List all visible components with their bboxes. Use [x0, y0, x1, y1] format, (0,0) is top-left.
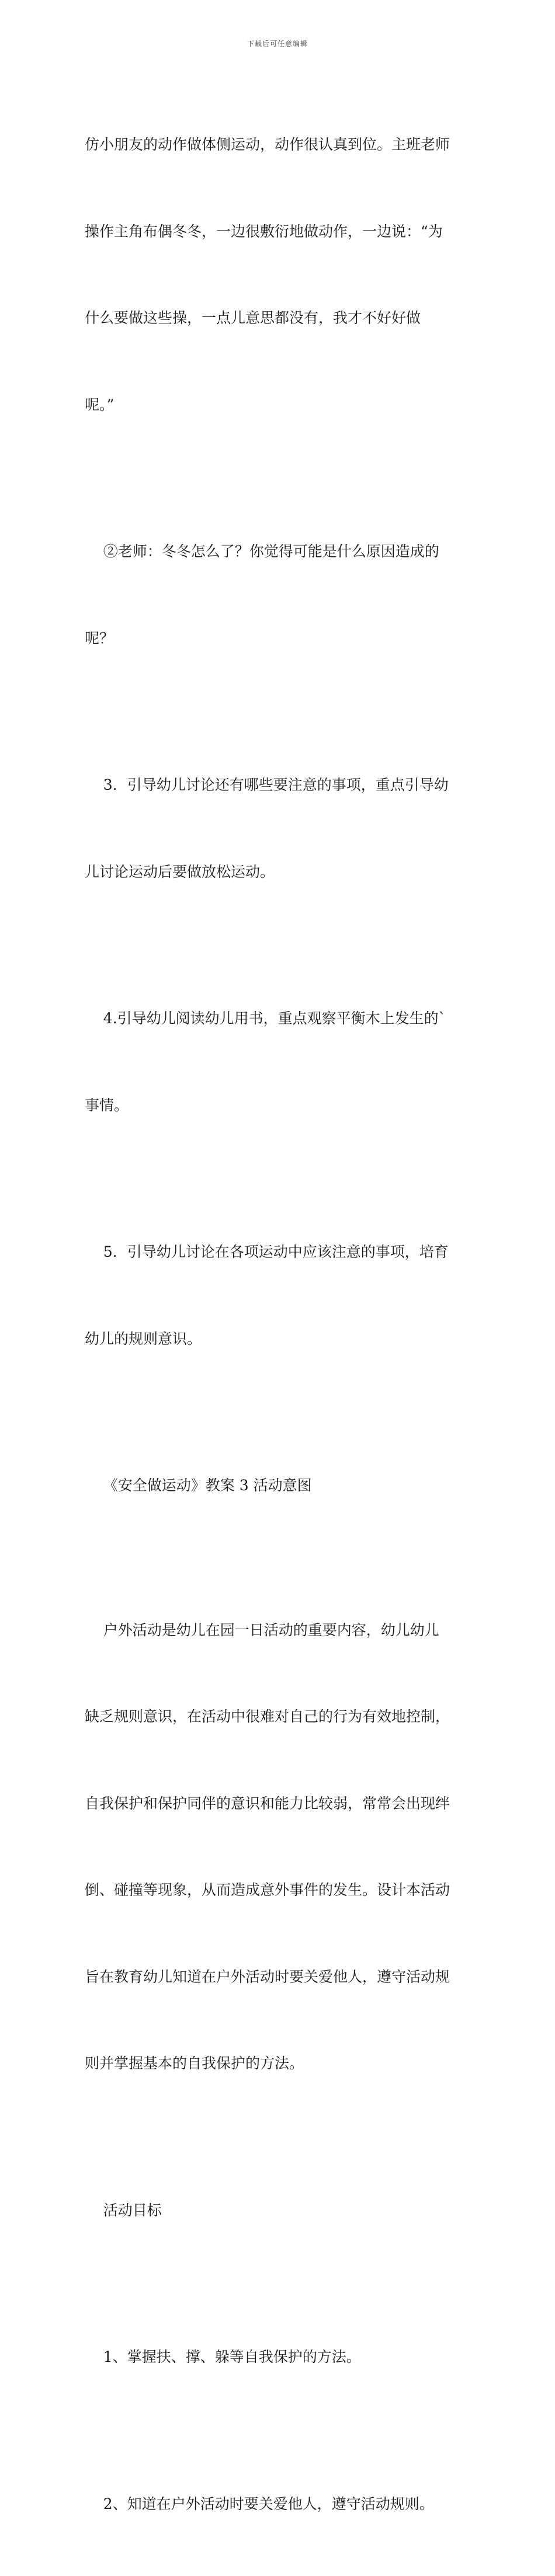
- paragraph: [85, 72, 471, 477]
- paragraph: [85, 479, 471, 710]
- text-line: 5．引导幼儿讨论在各项运动中应该注意的事项，培育: [85, 1238, 471, 1267]
- text-line: 儿讨论运动后要做放松运动。: [85, 857, 471, 887]
- text-line: 3．引导幼儿讨论还有哪些要注意的事项，重点引导幼: [85, 771, 471, 800]
- paragraph: [85, 946, 471, 1177]
- text-line: 4.引导幼儿阅读幼儿用书，重点观察平衡木上发生的`: [85, 1004, 471, 1033]
- section-heading: [85, 1413, 471, 1558]
- text-line: 活动目标: [85, 2196, 471, 2225]
- text-line: ②老师：冬冬怎么了？你觉得可能是什么原因造成的: [85, 537, 471, 566]
- document-body: [85, 72, 471, 2576]
- page-header: 下载后可任意编辑: [0, 39, 555, 48]
- text-line: 旨在教育幼儿知道在户外活动时要关爱他人，遵守活动规: [85, 1962, 471, 1992]
- list-item: [85, 2432, 471, 2576]
- list-item: [85, 2285, 471, 2429]
- section-heading: [85, 2138, 471, 2283]
- text-line: 户外活动是幼儿在园一日活动的重要内容，幼儿幼儿: [85, 1616, 471, 1645]
- paragraph: [85, 1558, 471, 2136]
- paragraph: [85, 1180, 471, 1411]
- paragraph: [85, 713, 471, 944]
- text-line: 自我保护和保护同伴的意识和能力比较弱，常常会出现绊: [85, 1789, 471, 1818]
- text-line: 仿小朋友的动作做体侧运动，动作很认真到位。主班老师: [85, 130, 471, 159]
- text-line: 《安全做运动》教案 3 活动意图: [85, 1471, 471, 1500]
- text-line: 1、掌握扶、撑、躲等自我保护的方法。: [85, 2343, 471, 2372]
- text-line: 缺乏规则意识，在活动中很难对自己的行为有效地控制，: [85, 1702, 471, 1731]
- text-line: 2、知道在户外活动时要关爱他人，遵守活动规则。: [85, 2490, 471, 2519]
- text-line: 倒、碰撞等现象，从而造成意外事件的发生。设计本活动: [85, 1876, 471, 1905]
- text-line: 操作主角布偶冬冬，一边很敷衍地做动作，一边说：“为: [85, 217, 471, 246]
- text-line: 呢？: [85, 624, 471, 653]
- text-line: 呢。”: [85, 391, 471, 420]
- text-line: 则并掌握基本的自我保护的方法。: [85, 2049, 471, 2078]
- text-line: 幼儿的规则意识。: [85, 1324, 471, 1354]
- text-line: 事情。: [85, 1091, 471, 1120]
- text-line: 什么要做这些操，一点儿意思都没有，我才不好好做: [85, 304, 471, 333]
